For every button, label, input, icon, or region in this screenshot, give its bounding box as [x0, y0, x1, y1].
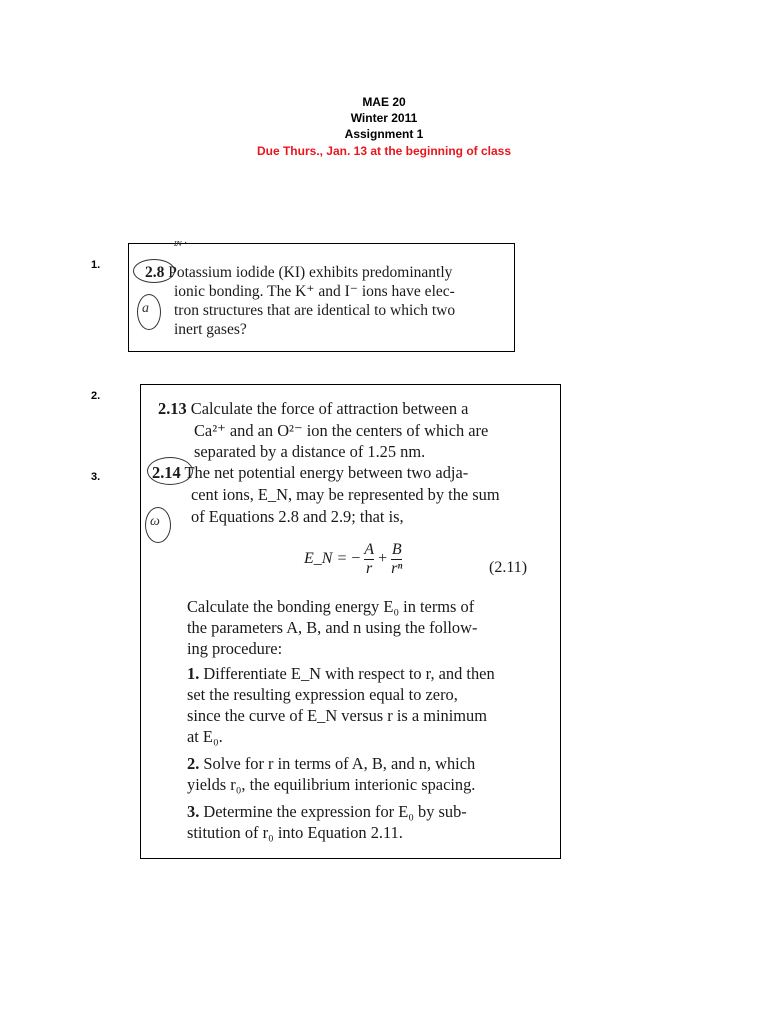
denominator: rⁿ	[391, 560, 403, 577]
item-number-2: 2.	[91, 390, 101, 402]
fraction-b-over-rn	[391, 541, 402, 578]
equation-2-11	[304, 541, 402, 578]
denominator: r	[366, 560, 373, 577]
step-text-line: Solve for r in terms of A, B, and n, which	[203, 754, 476, 773]
problem-text-line: ionic bonding. The K⁺ and I⁻ ions have elec-	[174, 283, 455, 300]
step-text-line: since the curve of E_N versus r is a minimum	[187, 706, 487, 725]
problem-text-line: The net potential energy between two adja-	[184, 463, 469, 482]
item-number-1: 1.	[91, 259, 101, 271]
step-text-line: at E₀.	[187, 727, 223, 746]
equation-label: (2.11)	[489, 559, 528, 576]
equation-plus: +	[378, 550, 388, 568]
problem-text-line: inert gases?	[174, 321, 247, 338]
problem-number: 2.8	[145, 264, 165, 281]
step-number: 3.	[187, 802, 200, 821]
problems-2-13-2-14-scan	[140, 384, 561, 859]
step-text-line: set the resulting expression equal to zero,	[187, 685, 458, 704]
problem-text-line: separated by a distance of 1.25 nm.	[194, 442, 426, 461]
problem-text-line: cent ions, E_N, may be represented by the sum	[191, 485, 500, 504]
problem-text-line: Potassium iodide (KI) exhibits predominantly	[168, 264, 453, 281]
item-number-3: 3.	[91, 471, 101, 483]
cropped-text-fragment: ɪɴ ·	[174, 238, 187, 249]
handwritten-mark: a	[142, 301, 149, 316]
problem-text-line: Calculate the force of attraction between a	[190, 399, 469, 418]
problem-number: 2.14	[152, 463, 181, 482]
step-text-line: Determine the expression for E₀ by sub-	[203, 802, 467, 821]
problem-text-line: tron structures that are identical to which two	[174, 302, 456, 319]
handwritten-circle	[137, 294, 161, 330]
term: Winter 2011	[350, 111, 418, 125]
step-number: 1.	[187, 664, 200, 683]
course-title: MAE 20	[362, 95, 406, 109]
step-number: 2.	[187, 754, 200, 773]
handwritten-mark: ω	[150, 514, 160, 529]
problem-text-line: the parameters A, B, and n using the follow-	[187, 618, 478, 637]
problem-number: 2.13	[158, 399, 187, 418]
numerator: B	[391, 541, 402, 558]
problem-text-line: Calculate the bonding energy E₀ in terms of	[187, 597, 475, 616]
problem-text-line: Ca²⁺ and an O²⁻ ion the centers of which are	[194, 421, 489, 440]
fraction-a-over-r	[364, 541, 374, 578]
step-text-line: stitution of r₀ into Equation 2.11.	[187, 823, 403, 842]
equation-minus: −	[351, 550, 361, 568]
problem-2-8-scan	[128, 238, 515, 352]
assignment-title: Assignment 1	[344, 127, 424, 141]
due-date: Due Thurs., Jan. 13 at the beginning of class	[256, 144, 512, 158]
problem-text-line: of Equations 2.8 and 2.9; that is,	[191, 507, 404, 526]
step-text-line: Differentiate E_N with respect to r, and then	[203, 664, 495, 683]
equation-lhs: E_N =	[304, 550, 348, 568]
numerator: A	[364, 541, 375, 558]
problem-text-line: ing procedure:	[187, 639, 283, 658]
step-text-line: yields r₀, the equilibrium interionic spacing.	[187, 775, 476, 794]
